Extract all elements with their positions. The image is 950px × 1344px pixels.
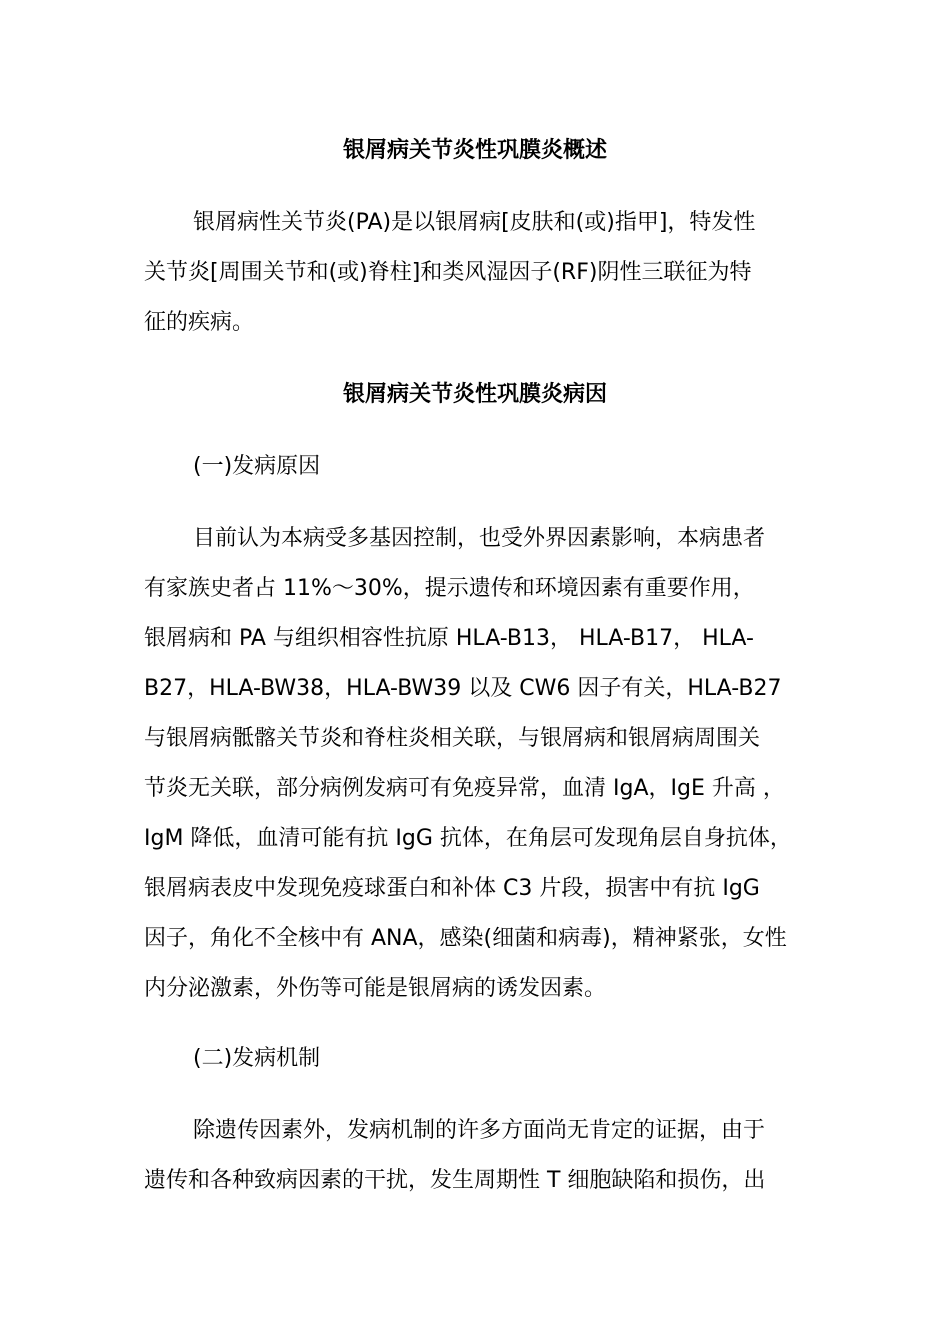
title-overview: 银屑病关节炎性巩膜炎概述	[342, 138, 607, 163]
section2-line-2: 遗传和各种致病因素的干扰，发生周期性 T 细胞缺陷和损伤，出	[144, 1168, 766, 1193]
section1-line-7: IgM 降低，血清可能有抗 IgG 抗体，在角层可发现角层自身抗体，	[144, 826, 792, 851]
section1-line-2: 有家族史者占 11%～30%，提示遗传和环境因素有重要作用，	[144, 576, 755, 601]
section1-line-8: 银屑病表皮中发现免疫球蛋白和补体 C3 片段，损害中有抗 IgG	[144, 876, 760, 901]
overview-line-1: 银屑病性关节炎(PA)是以银屑病[皮肤和(或)指甲]，特发性	[193, 210, 756, 235]
overview-line-3: 征的疾病。	[144, 310, 255, 335]
section1-line-3: 银屑病和 PA 与组织相容性抗原 HLA-B13， HLA-B17， HLA-	[144, 626, 754, 651]
section2-line-1: 除遗传因素外，发病机制的许多方面尚无肯定的证据，由于	[193, 1118, 766, 1143]
section1-line-10: 内分泌激素，外伤等可能是银屑病的诱发因素。	[144, 976, 607, 1001]
overview-line-2: 关节炎[周围关节和(或)脊柱]和类风湿因子(RF)阴性三联征为特	[144, 260, 752, 285]
section1-line-4: B27，HLA-BW38，HLA-BW39 以及 CW6 因子有关，HLA-B27	[144, 676, 782, 701]
section1-line-9: 因子，角化不全核中有 ANA，感染(细菌和病毒)，精神紧张，女性	[144, 926, 787, 951]
section1-line-1: 目前认为本病受多基因控制，也受外界因素影响，本病患者	[193, 526, 766, 551]
section2-heading: (二)发病机制	[193, 1046, 321, 1071]
title-cause: 银屑病关节炎性巩膜炎病因	[342, 382, 607, 407]
section1-heading: (一)发病原因	[193, 454, 321, 479]
section1-line-6: 节炎无关联，部分病例发病可有免疫异常，血清 IgA，IgE 升高 ，	[144, 776, 785, 801]
section1-line-5: 与银屑病骶髂关节炎和脊柱炎相关联，与银屑病和银屑病周围关	[144, 726, 761, 751]
